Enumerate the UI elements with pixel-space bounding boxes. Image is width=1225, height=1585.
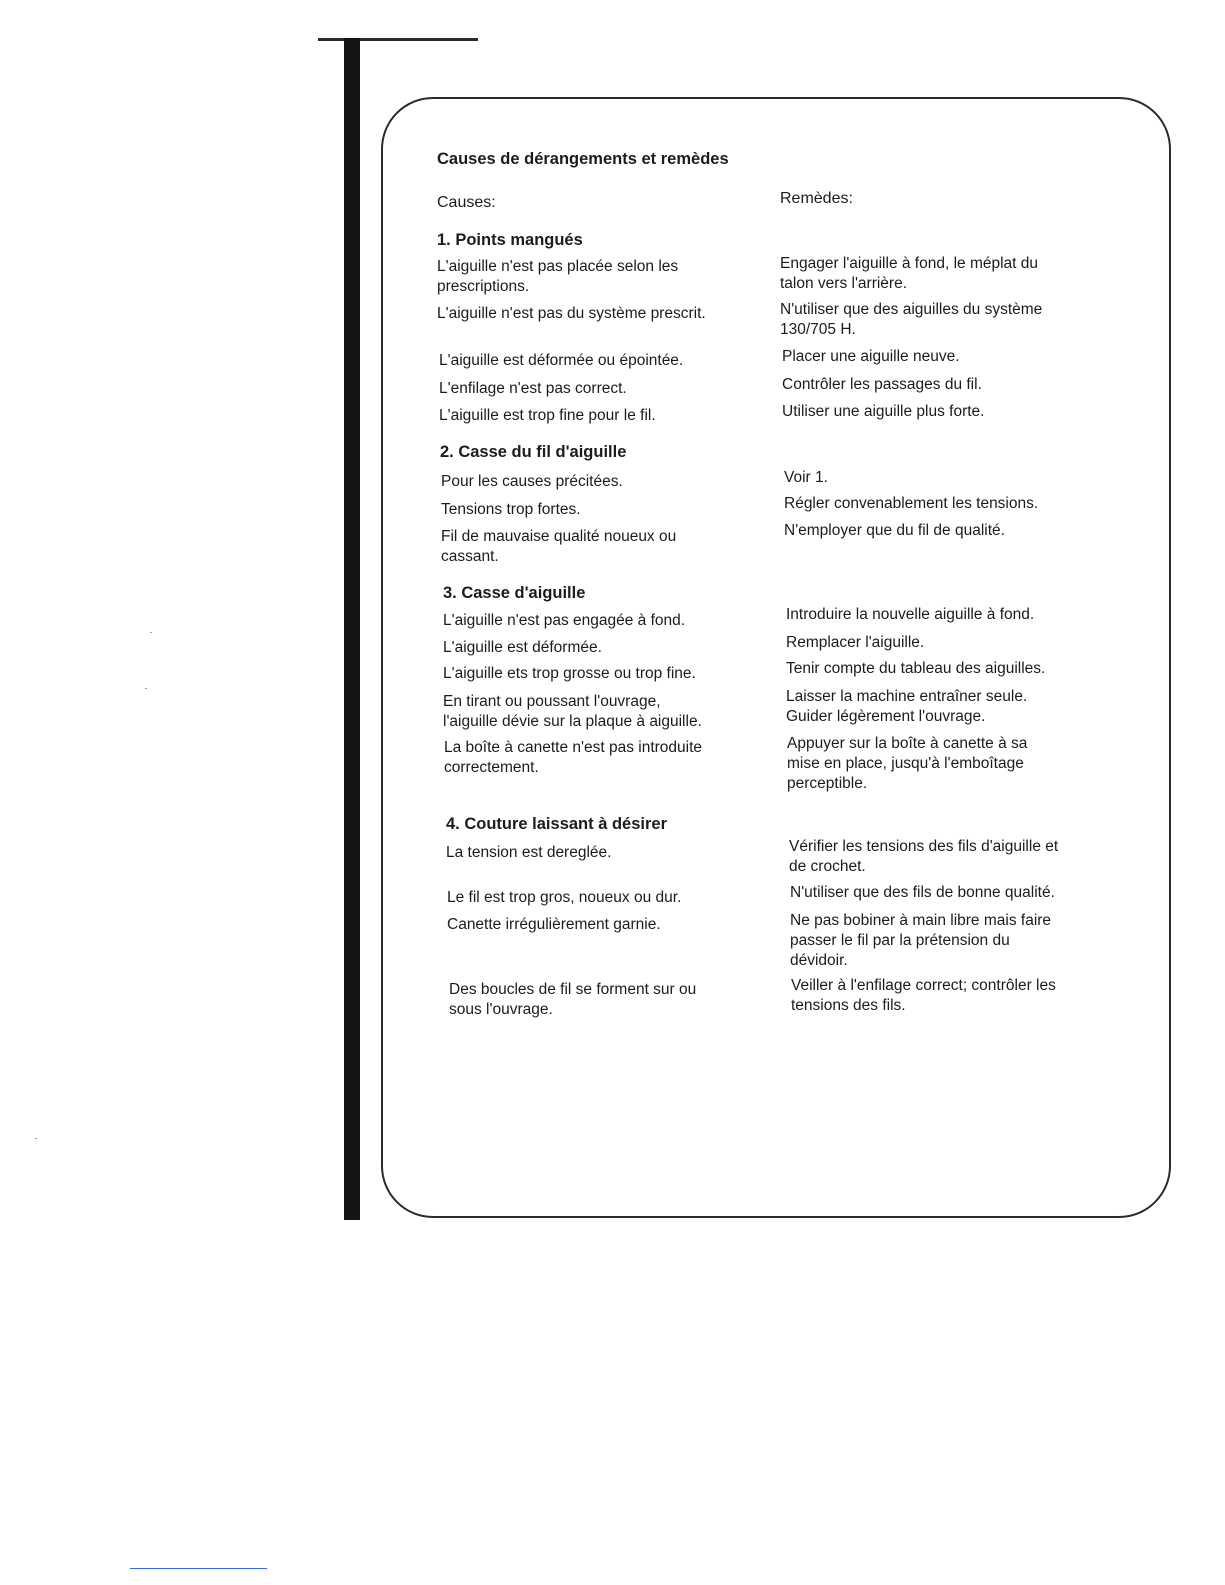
section-title: 1. Points mangués — [437, 231, 583, 249]
remedy-text: Contrôler les passages du fil. — [782, 376, 982, 393]
remedy-text: N'employer que du fil de qualité. — [784, 522, 1005, 539]
binding-edge — [344, 38, 360, 1220]
remedy-text: Appuyer sur la boîte à canette à sa mise en place, jusqu'à l'emboîtage perceptible. — [787, 735, 1028, 792]
remedy-text: N'utiliser que des fils de bonne qualité. — [790, 884, 1055, 901]
cause-text: L'aiguille est déformée ou épointée. — [439, 352, 684, 369]
bottom-rule — [130, 1568, 267, 1569]
section-title: 4. Couture laissant à désirer — [446, 815, 668, 833]
section-title: 3. Casse d'aiguille — [443, 584, 586, 602]
remedy-text: Voir 1. — [784, 469, 828, 486]
remedy-text: Placer une aiguille neuve. — [782, 348, 960, 365]
cause-text: Le fil est trop gros, noueux ou dur. — [447, 889, 682, 906]
remedy-text: Veiller à l'enfilage correct; contrôler les tensions des fils. — [791, 977, 1056, 1014]
remedy-text: Engager l'aiguille à fond, le méplat du talon vers l'arrière. — [780, 255, 1039, 292]
remedy-text: Vérifier les tensions des fils d'aiguille et de crochet. — [789, 838, 1059, 875]
remedy-text: Ne pas bobiner à main libre mais faire passer le fil par la prétension du dévidoir. — [790, 912, 1052, 969]
causes-column-header: Causes: — [437, 194, 496, 211]
binding-top-edge — [318, 38, 478, 41]
cause-text: Fil de mauvaise qualité noueux ou cassant. — [441, 528, 677, 565]
cause-text: La boîte à canette n'est pas introduite correctement. — [444, 739, 703, 776]
cause-text: En tirant ou poussant l'ouvrage, l'aiguille dévie sur la plaque à aiguille. — [443, 693, 702, 730]
remedy-text: Tenir compte du tableau des aiguilles. — [786, 660, 1046, 677]
cause-text: L'aiguille ets trop grosse ou trop fine. — [443, 665, 696, 682]
cause-text: L'aiguille n'est pas placée selon les prescriptions. — [437, 258, 679, 295]
cause-text: L'aiguille est trop fine pour le fil. — [439, 407, 656, 424]
page-title: Causes de dérangements et remèdes — [437, 150, 729, 168]
remedy-text: Laisser la machine entraîner seule. Guider légèrement l'ouvrage. — [786, 688, 1028, 725]
remedy-text: Remplacer l'aiguille. — [786, 634, 925, 651]
scan-speck — [150, 632, 152, 633]
remedy-text: Régler convenablement les tensions. — [784, 495, 1039, 512]
remedy-text: Utiliser une aiguille plus forte. — [782, 403, 985, 420]
cause-text: Des boucles de fil se forment sur ou sous l'ouvrage. — [449, 981, 697, 1018]
scan-speck — [145, 688, 147, 689]
cause-text: Canette irrégulièrement garnie. — [447, 916, 661, 933]
section-title: 2. Casse du fil d'aiguille — [440, 443, 627, 461]
cause-text: L'aiguille n'est pas engagée à fond. — [443, 612, 686, 629]
cause-text: L'enfilage n'est pas correct. — [439, 380, 627, 397]
remedy-text: Introduire la nouvelle aiguille à fond. — [786, 606, 1035, 623]
cause-text: Tensions trop fortes. — [441, 501, 581, 518]
remedy-text: N'utiliser que des aiguilles du système 130/705 H. — [780, 301, 1043, 338]
remedies-column-header: Remèdes: — [780, 190, 853, 207]
cause-text: Pour les causes précitées. — [441, 473, 623, 490]
cause-text: L'aiguille est déformée. — [443, 639, 602, 656]
cause-text: L'aiguille n'est pas du système prescrit. — [437, 305, 706, 322]
scan-speck — [35, 1138, 37, 1139]
cause-text: La tension est dereglée. — [446, 844, 612, 861]
